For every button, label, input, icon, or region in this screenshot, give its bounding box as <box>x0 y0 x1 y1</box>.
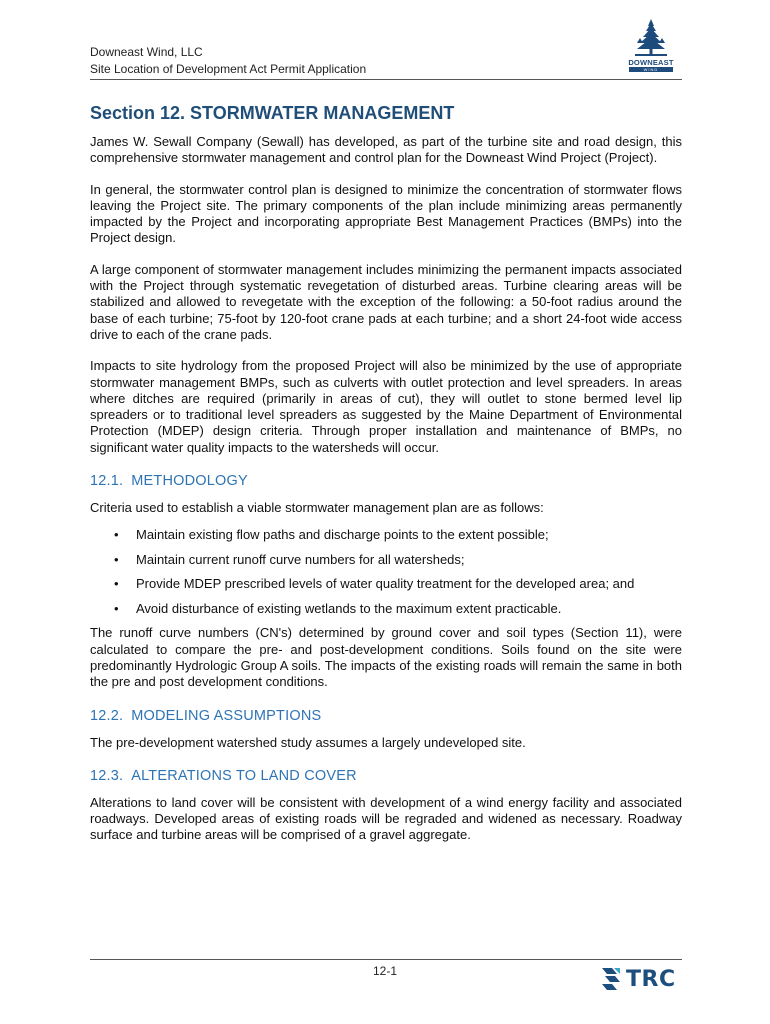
alterations-text: Alterations to land cover will be consistent with development of a wind energy facility and associated roadways. Developed areas of existing roads will be regraded and widened as necessary. Roadway surface and turbine areas will be comprised of a gravel aggregate. <box>90 794 682 843</box>
methodology-heading <box>90 471 682 491</box>
document-body <box>90 100 682 859</box>
bullet-icon: • <box>114 576 119 592</box>
page-header <box>90 44 680 78</box>
header-company: Downeast Wind, LLC <box>90 45 203 59</box>
methodology-closing: The runoff curve numbers (CN's) determined by ground cover and soil types (Section 11), were calculated to compare the pre- and post-development conditions. Soils found on the site were predominantly Hydrologic Group A soils. The impacts of the existing roads will remain the same in both the pre and post development conditions. <box>90 625 682 690</box>
modeling-number: 12.2. <box>90 707 124 724</box>
list-item: • Maintain existing flow paths and discharge points to the extent possible; <box>114 527 549 543</box>
list-item: • Maintain current runoff curve numbers for all watersheds; <box>114 551 465 567</box>
alterations-heading <box>90 766 682 786</box>
modeling-title: MODELING ASSUMPTIONS <box>131 707 322 724</box>
hydrology-paragraph: Impacts to site hydrology from the proposed Project will also be minimized by the use of appropriate stormwater management BMPs, such as culverts with outlet protection and level spreaders. In areas where ditches are required (primarily in areas of cut), they will outlet to stone bermed level lip spreaders or to traditional level spreaders as suggested by the Maine Department of Environmental Protection (MDEP) design criteria. Through proper installation and maintenance of BMPs, no significant water quality impacts to the watersheds will occur. <box>90 358 682 455</box>
page-number: 12-1 <box>372 964 398 978</box>
logo-subtitle: WIND <box>629 67 673 72</box>
intro-paragraph: James W. Sewall Company (Sewall) has developed, as part of the turbine site and road design, this comprehensive stormwater management and control plan for the Downeast Wind Project (Project). <box>90 134 682 166</box>
bullet-icon: • <box>114 551 119 567</box>
modeling-text: The pre-development watershed study assumes a largely undeveloped site. <box>90 734 526 750</box>
methodology-title: METHODOLOGY <box>131 473 248 490</box>
header-divider <box>90 79 682 80</box>
modeling-heading <box>90 706 682 726</box>
methodology-number: 12.1. <box>90 473 124 490</box>
revegetation-paragraph: A large component of stormwater management includes minimizing the permanent impacts associated with the Project through systematic revegetation of disturbed areas. Turbine clearing areas will be stabilized and allowed to revegetate with the exception of the following: a 50-foot radius around the base of each turbine; 75-foot by 120-foot crane pads at each turbine; and a short 24-foot wide access drive to each of the crane pads. <box>90 261 682 342</box>
logo-wordmark: DOWNEAST <box>628 58 674 67</box>
methodology-intro: Criteria used to establish a viable stormwater management plan are as follows: <box>90 500 544 516</box>
bullet-icon: • <box>114 600 119 616</box>
footer-divider <box>90 959 682 960</box>
bullet-icon: • <box>114 527 119 543</box>
trc-logo <box>600 964 690 994</box>
trc-wordmark: TRC <box>626 966 676 992</box>
list-item: • Avoid disturbance of existing wetlands to the maximum extent practicable. <box>114 600 562 616</box>
alterations-number: 12.3. <box>90 767 124 784</box>
alterations-title: ALTERATIONS TO LAND COVER <box>131 767 357 784</box>
downeast-wind-logo <box>624 18 678 76</box>
section-title: Section 12. STORMWATER MANAGEMENT <box>90 103 455 123</box>
list-item: • Provide MDEP prescribed levels of water quality treatment for the developed area; and <box>114 576 635 592</box>
criteria-list <box>90 527 682 617</box>
general-paragraph: In general, the stormwater control plan is designed to minimize the concentration of stormwater flows leaving the Project site. The primary components of the plan include minimizing areas permanently impacted by the Project and incorporating appropriate Best Management Practices (BMPs) into the Project design. <box>90 181 682 246</box>
trc-arrows-icon <box>600 966 622 992</box>
header-document-title: Site Location of Development Act Permit Application <box>90 62 367 76</box>
pine-tree-icon <box>633 18 669 58</box>
